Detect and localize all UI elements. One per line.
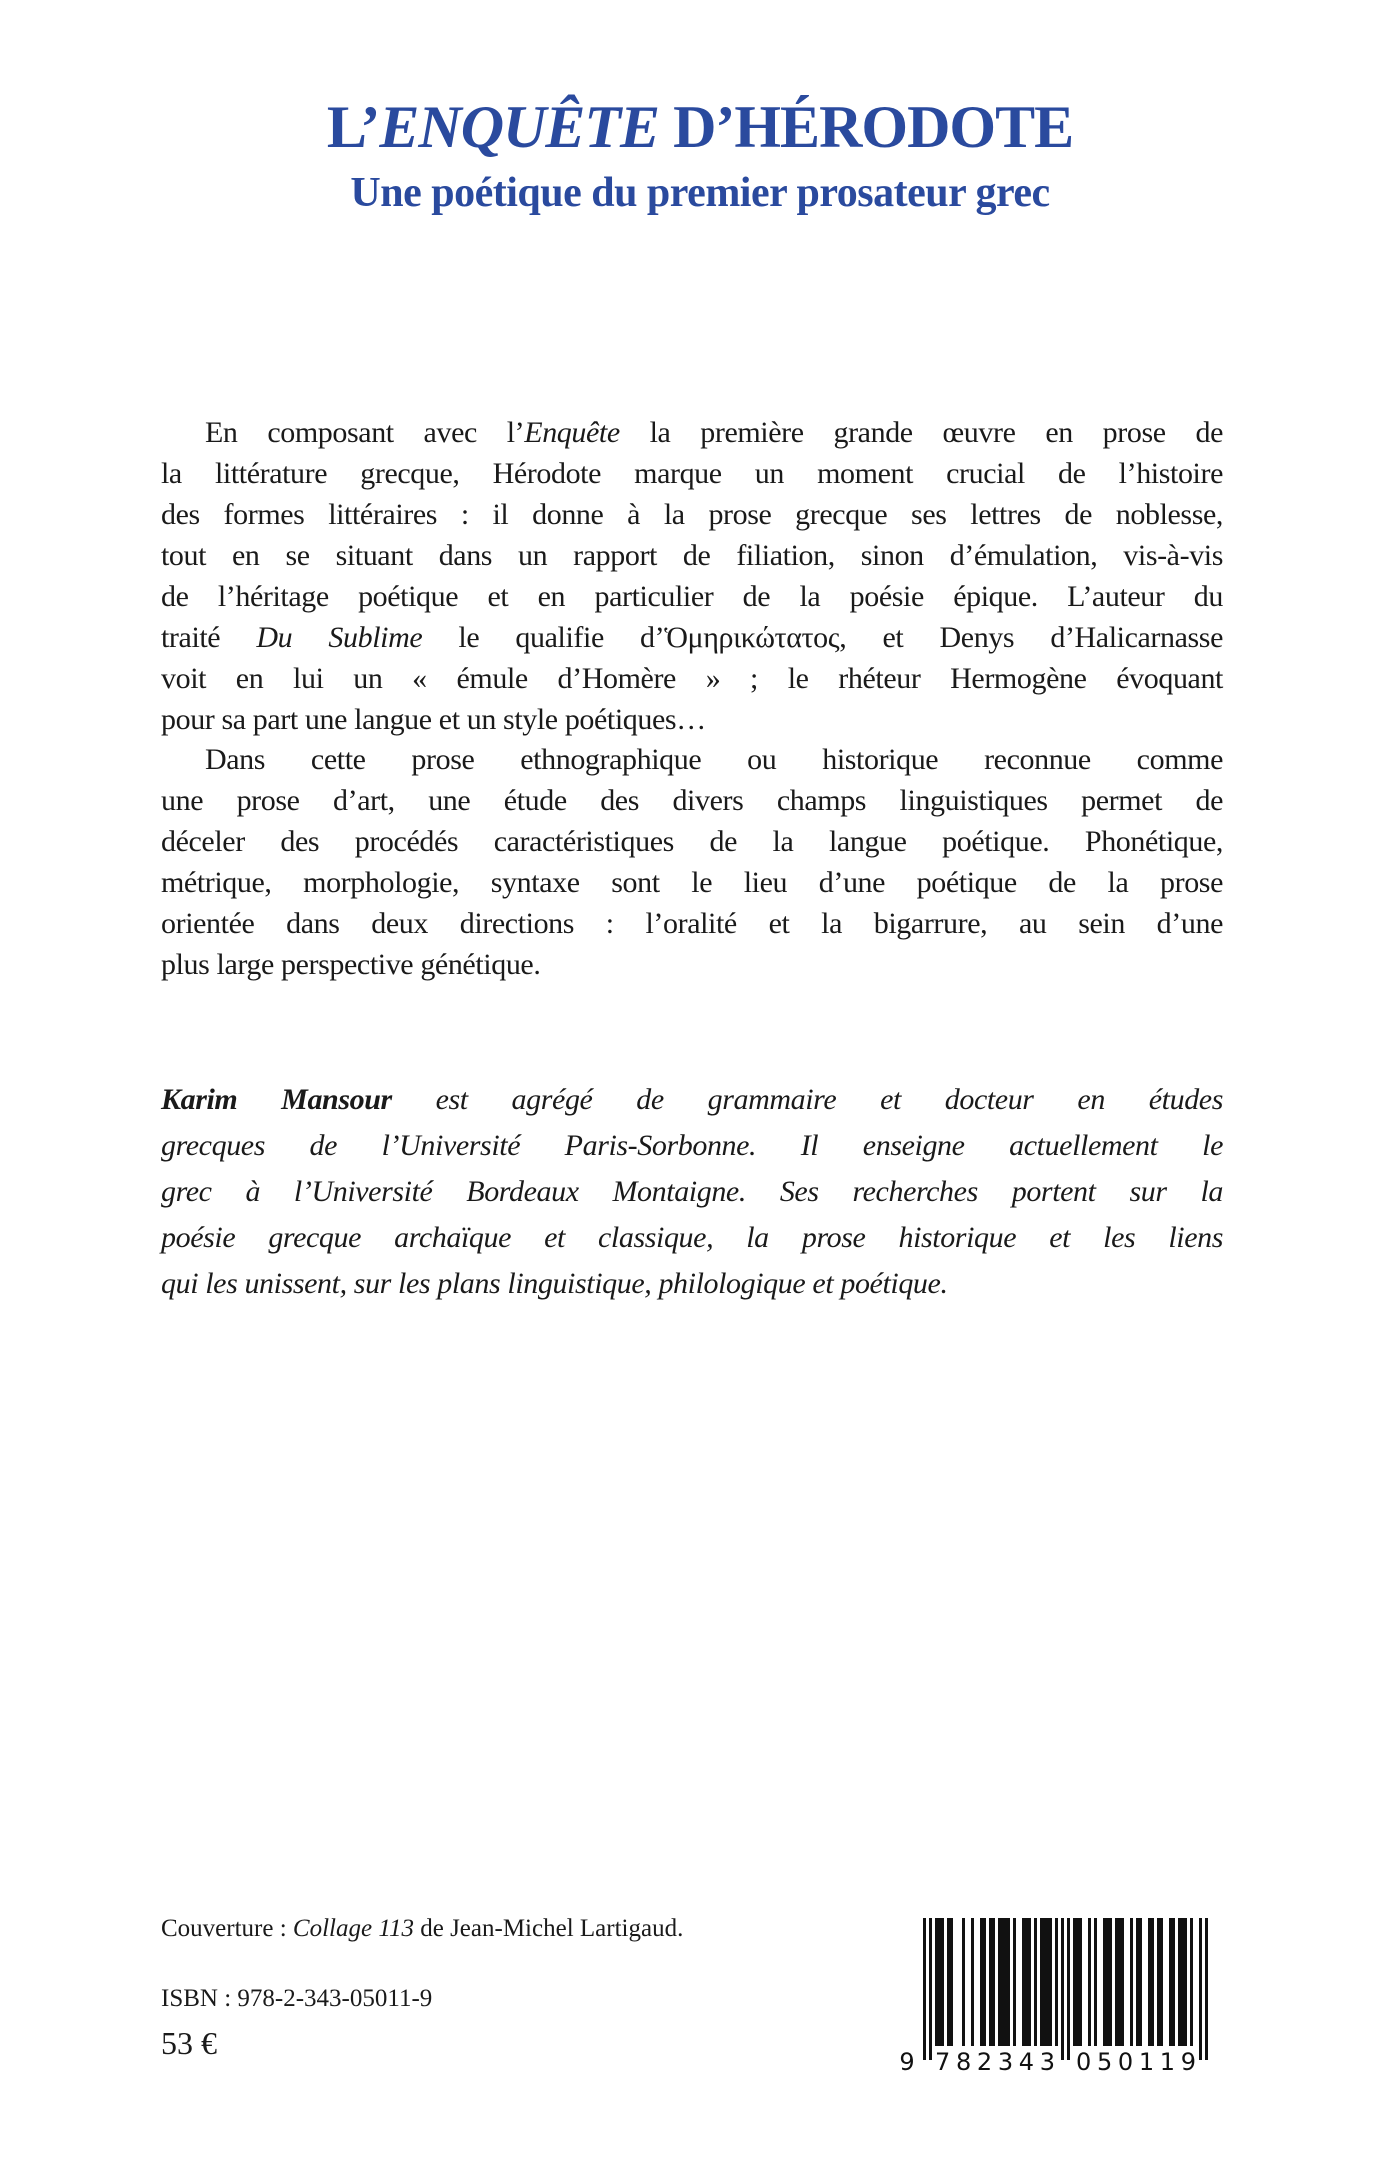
barcode-bar: [971, 1918, 974, 2046]
text-line: [161, 1261, 1223, 1307]
author-bio: [161, 1077, 1223, 1307]
barcode-bar: [983, 1918, 986, 2046]
barcode-bar: [1148, 1918, 1151, 2046]
barcode-bar: [1055, 1918, 1058, 2046]
text-line: [161, 576, 1223, 617]
barcode-bar: [1160, 1918, 1163, 2046]
barcode-bar: [923, 1918, 926, 2060]
barcode-bar: [1043, 1918, 1046, 2046]
text-run: tout en se situant dans un rapport de filiation, sinon d’émulation, vis-à-vis: [161, 539, 1223, 572]
text-run: pour sa part une langue et un style poétiques…: [161, 703, 706, 736]
text-run: la première grande œuvre en prose de: [619, 416, 1224, 449]
barcode-bar: [1034, 1918, 1037, 2046]
text-run: qui les unissent, sur les plans linguistique, philologique et poétique.: [161, 1267, 948, 1300]
barcode-bar: [962, 1918, 965, 2046]
text-run: le qualifie d’Ὁμηρικώτατος, et Denys d’Halicarnasse: [422, 621, 1223, 654]
barcode-bar: [1028, 1918, 1031, 2046]
book-subtitle: Une poétique du premier prosateur grec: [350, 170, 1050, 216]
summary-paragraph-1: [161, 412, 1223, 740]
title-italic: ENQUÊTE: [379, 94, 660, 160]
author-name: Karim Mansour: [161, 1083, 392, 1116]
text-line: [161, 903, 1223, 944]
barcode-bar: [950, 1918, 953, 2046]
barcode-bar: [989, 1918, 992, 2046]
barcode-bar: [1184, 1918, 1187, 2046]
text-line: [161, 1123, 1223, 1169]
text-run: est agrégé de grammaire et docteur en études: [391, 1083, 1223, 1116]
barcode-bar: [1109, 1918, 1112, 2046]
cover-credit: [161, 1915, 683, 1943]
barcode-bar: [1118, 1918, 1121, 2046]
price: 53 €: [161, 2025, 217, 2061]
text-line: [161, 535, 1223, 576]
italic-text: Enquête: [524, 416, 620, 449]
barcode-bar: [947, 1918, 950, 2046]
barcode-bar: [1121, 1918, 1124, 2046]
text-run: grecques de l’Université Paris-Sorbonne. Il enseigne actuellement le: [161, 1129, 1223, 1162]
barcode-bar: [1130, 1918, 1133, 2046]
italic-text: Du Sublime: [256, 621, 423, 654]
isbn: ISBN : 978-2-343-05011-9: [161, 1985, 433, 2012]
text-run: des formes littéraires : il donne à la prose grecque ses lettres de noblesse,: [161, 498, 1223, 531]
cover-suffix: de Jean-Michel Lartigaud.: [413, 1915, 684, 1942]
cover-artwork-title: Collage 113: [292, 1915, 414, 1942]
text-line: [161, 453, 1223, 494]
text-line: [161, 862, 1223, 903]
barcode-bar: [938, 1918, 941, 2046]
barcode-bar: [1061, 1918, 1064, 2060]
barcode: [895, 1918, 1215, 2073]
text-line: [161, 1215, 1223, 1261]
barcode-bar: [1181, 1918, 1184, 2046]
text-line: [161, 699, 1223, 740]
barcode-bar: [1169, 1918, 1172, 2046]
barcode-bar: [1040, 1918, 1043, 2046]
text-line: [161, 658, 1223, 699]
barcode-bar: [1088, 1918, 1091, 2046]
barcode-digits: 782343: [935, 2048, 1055, 2073]
barcode-bar: [992, 1918, 995, 2046]
text-line: [161, 944, 1223, 985]
text-run: déceler des procédés caractéristiques de la langue poétique. Phonétique,: [161, 825, 1223, 858]
barcode-bar: [980, 1918, 983, 2046]
barcode-bar: [1067, 1918, 1070, 2060]
barcode-bar: [1022, 1918, 1025, 2046]
barcode-bar: [1103, 1918, 1106, 2046]
title-part: L’: [326, 94, 380, 160]
barcode-bar: [1046, 1918, 1049, 2046]
text-run: En composant avec l’: [205, 416, 525, 449]
barcode-bar: [1151, 1918, 1154, 2046]
barcode-bar: [1157, 1918, 1160, 2046]
barcode-bar: [1025, 1918, 1028, 2046]
barcode-bar: [1172, 1918, 1175, 2046]
barcode-bar: [1178, 1918, 1181, 2046]
text-run: Dans cette prose ethnographique ou historique reconnue comme: [205, 743, 1223, 776]
text-run: voit en lui un « émule d’Homère » ; le rhéteur Hermogène évoquant: [161, 662, 1223, 695]
summary-paragraph-2: [161, 739, 1223, 985]
barcode-bar: [1136, 1918, 1139, 2046]
barcode-bar: [998, 1918, 1001, 2046]
cover-prefix: Couverture :: [161, 1915, 293, 1942]
text-line: [161, 821, 1223, 862]
barcode-bar: [929, 1918, 932, 2060]
barcode-bar: [1079, 1918, 1082, 2046]
barcode-bar: [935, 1918, 938, 2046]
barcode-bar: [1094, 1918, 1097, 2046]
barcode-bar: [1076, 1918, 1079, 2046]
title-part: D’HÉRODOTE: [659, 94, 1074, 160]
barcode-bar: [1205, 1918, 1208, 2060]
barcode-digits: 050119: [1076, 2048, 1196, 2073]
text-line: [161, 617, 1223, 658]
text-run: une prose d’art, une étude des divers champs linguistiques permet de: [161, 784, 1223, 817]
barcode-bar: [1199, 1918, 1202, 2060]
barcode-bar: [1139, 1918, 1142, 2046]
text-line: [161, 780, 1223, 821]
text-run: grec à l’Université Bordeaux Montaigne. Ses recherches portent sur la: [161, 1175, 1223, 1208]
text-line: [161, 494, 1223, 535]
text-line: [161, 1169, 1223, 1215]
barcode-bar: [1073, 1918, 1076, 2046]
text-line: [161, 739, 1223, 780]
barcode-bar: [1001, 1918, 1004, 2046]
text-line: [161, 412, 1223, 453]
text-line: [161, 1077, 1223, 1123]
text-run: plus large perspective génétique.: [161, 948, 541, 981]
text-run: orientée dans deux directions : l’oralité et la bigarrure, au sein d’une: [161, 907, 1223, 940]
barcode-digits: 9: [899, 2048, 915, 2073]
book-title: [0, 92, 1400, 162]
text-run: de l’héritage poétique et en particulier de la poésie épique. L’auteur du: [161, 580, 1223, 613]
barcode-bar: [1106, 1918, 1109, 2046]
barcode-bar: [941, 1918, 944, 2046]
text-run: métrique, morphologie, syntaxe sont le lieu d’une poétique de la prose: [161, 866, 1223, 899]
text-run: la littérature grecque, Hérodote marque un moment crucial de l’histoire: [161, 457, 1223, 490]
barcode-bar: [1115, 1918, 1118, 2046]
barcode-bar: [1004, 1918, 1007, 2046]
barcode-bar: [1013, 1918, 1016, 2046]
barcode-bar: [1049, 1918, 1052, 2046]
barcode-bar: [1007, 1918, 1010, 2046]
barcode-bar: [1190, 1918, 1193, 2046]
text-run: poésie grecque archaïque et classique, la prose historique et les liens: [161, 1221, 1223, 1254]
text-run: traité: [161, 621, 257, 654]
